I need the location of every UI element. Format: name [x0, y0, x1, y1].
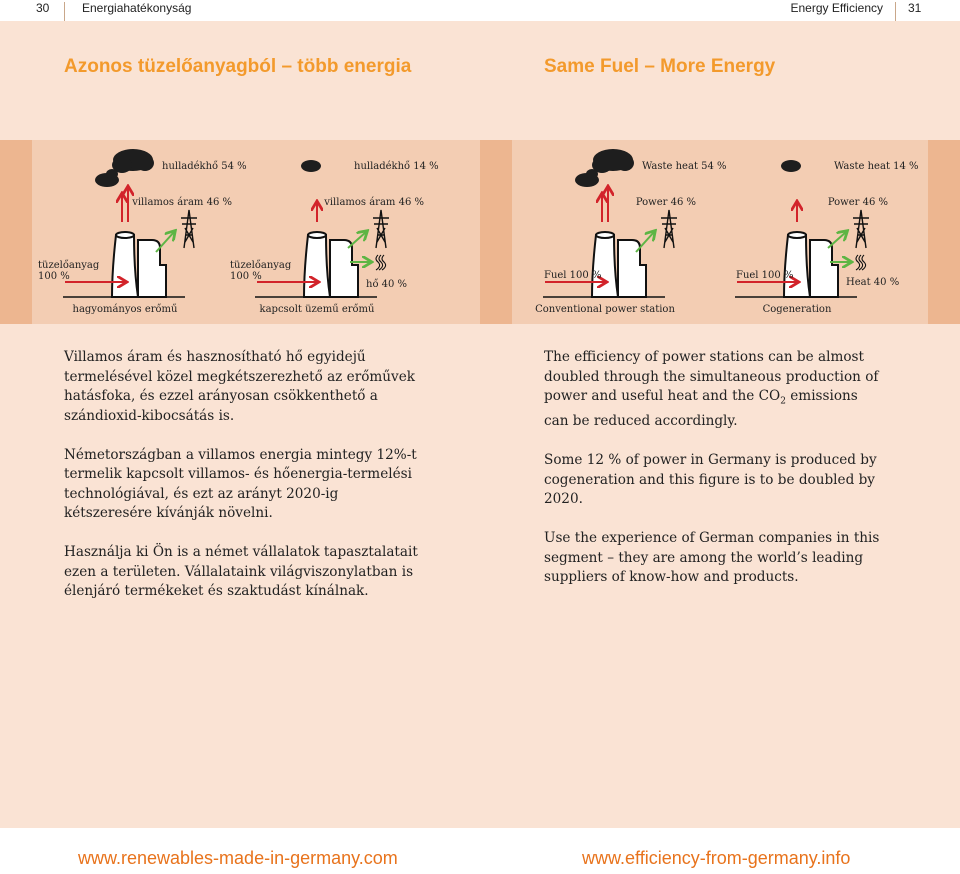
fuel-label: Fuel 100 % [736, 270, 794, 281]
power-pylon-icon [661, 210, 677, 248]
left-section-title: Energiahatékonyság [82, 1, 192, 15]
smoke-cloud-icon [95, 149, 154, 187]
smoke-cloud-icon [301, 160, 321, 172]
waste-heat-label: Waste heat 14 % [834, 161, 919, 172]
power-label: Power 46 % [635, 197, 696, 208]
power-house [810, 240, 838, 297]
power-house [138, 240, 166, 297]
paragraph: Some 12 % of power in Germany is produced by cogeneration and this figure is to be doubled by 2020. [544, 452, 877, 508]
heat-label: hő 40 % [366, 279, 408, 290]
diagram-panel [535, 149, 726, 315]
power-arrow [348, 232, 366, 248]
smoke-cloud-icon [575, 149, 634, 187]
footer-link-renewables[interactable]: www.renewables-made-in-germany.com [78, 848, 398, 868]
chimney [112, 235, 138, 297]
chimney [784, 235, 810, 297]
fuel-label: 100 % [38, 271, 70, 282]
heat-waves-icon [376, 255, 386, 270]
fuel-label: 100 % [230, 271, 262, 282]
paragraph: Használja ki Ön is a német vállalatok tapasztalatait ezen a területen. Vállalataink világviszonylatban is élenjáró termékeket és szaktudást kínálnak. [64, 544, 418, 599]
footer-link-efficiency[interactable]: www.efficiency-from-germany.info [582, 848, 851, 868]
left-title: Azonos tüzelőanyagból – több energia [64, 56, 412, 77]
power-pylon-icon [853, 210, 869, 248]
diagram-caption: Cogeneration [762, 304, 832, 315]
diagram-panel [38, 149, 247, 315]
diagram-caption: kapcsolt üzemű erőmű [259, 304, 375, 315]
power-label: villamos áram 46 % [132, 197, 232, 208]
text: The efficiency of power stations can be almost doubled through the simultaneous production of power and useful heat and the CO [544, 349, 879, 404]
waste-heat-label: hulladékhő 14 % [354, 161, 439, 172]
right-page-number: 31 [908, 1, 922, 15]
power-pylon-icon [181, 210, 197, 248]
right-section-title: Energy Efficiency [790, 1, 883, 15]
right-body-text [544, 348, 884, 607]
left-page-number: 30 [36, 1, 50, 15]
heat-waves-icon [856, 255, 866, 270]
right-title: Same Fuel – More Energy [544, 56, 776, 77]
fuel-label: tüzelőanyag [230, 260, 292, 271]
diagram-caption: Conventional power station [535, 304, 675, 315]
power-pylon-icon [373, 210, 389, 248]
chimney [592, 235, 618, 297]
left-body-text [64, 348, 424, 621]
power-label: villamos áram 46 % [324, 197, 424, 208]
paragraph [544, 348, 884, 432]
heat-label: Heat 40 % [846, 277, 900, 288]
diagram-caption: hagyományos erőmű [72, 304, 178, 315]
text: emissions can be reduced accordingly. [544, 388, 858, 430]
paragraph: Németországban a villamos energia mintegy 12%-t termelik kapcsolt villamos- és hőenergia-termelési technológiával, és ezt az arányt 2020-ig kétszeresére kívánják növelni. [64, 446, 417, 521]
waste-heat-label: Waste heat 54 % [642, 161, 727, 172]
power-arrow [828, 232, 846, 248]
paragraph: Villamos áram és hasznosítható hő egyidejű termelésével közel megkétszerezhető az erőművek hatásfoka, és ezzel arányosan csökkenthető a szándioxid-kibocsátás is. [64, 349, 416, 424]
waste-heat-label: hulladékhő 54 % [162, 161, 247, 172]
subscript: 2 [780, 396, 786, 407]
diagram-panel [735, 160, 919, 315]
chimney [304, 235, 330, 297]
power-house [618, 240, 646, 297]
diagram-panel [230, 160, 439, 315]
power-label: Power 46 % [827, 197, 888, 208]
fuel-label: tüzelőanyag [38, 260, 100, 271]
paragraph: Use the experience of German companies in this segment – they are among the world’s leading suppliers of know-how and products. [544, 530, 880, 586]
fuel-label: Fuel 100 % [544, 270, 602, 281]
power-house [330, 240, 358, 297]
smoke-cloud-icon [781, 160, 801, 172]
